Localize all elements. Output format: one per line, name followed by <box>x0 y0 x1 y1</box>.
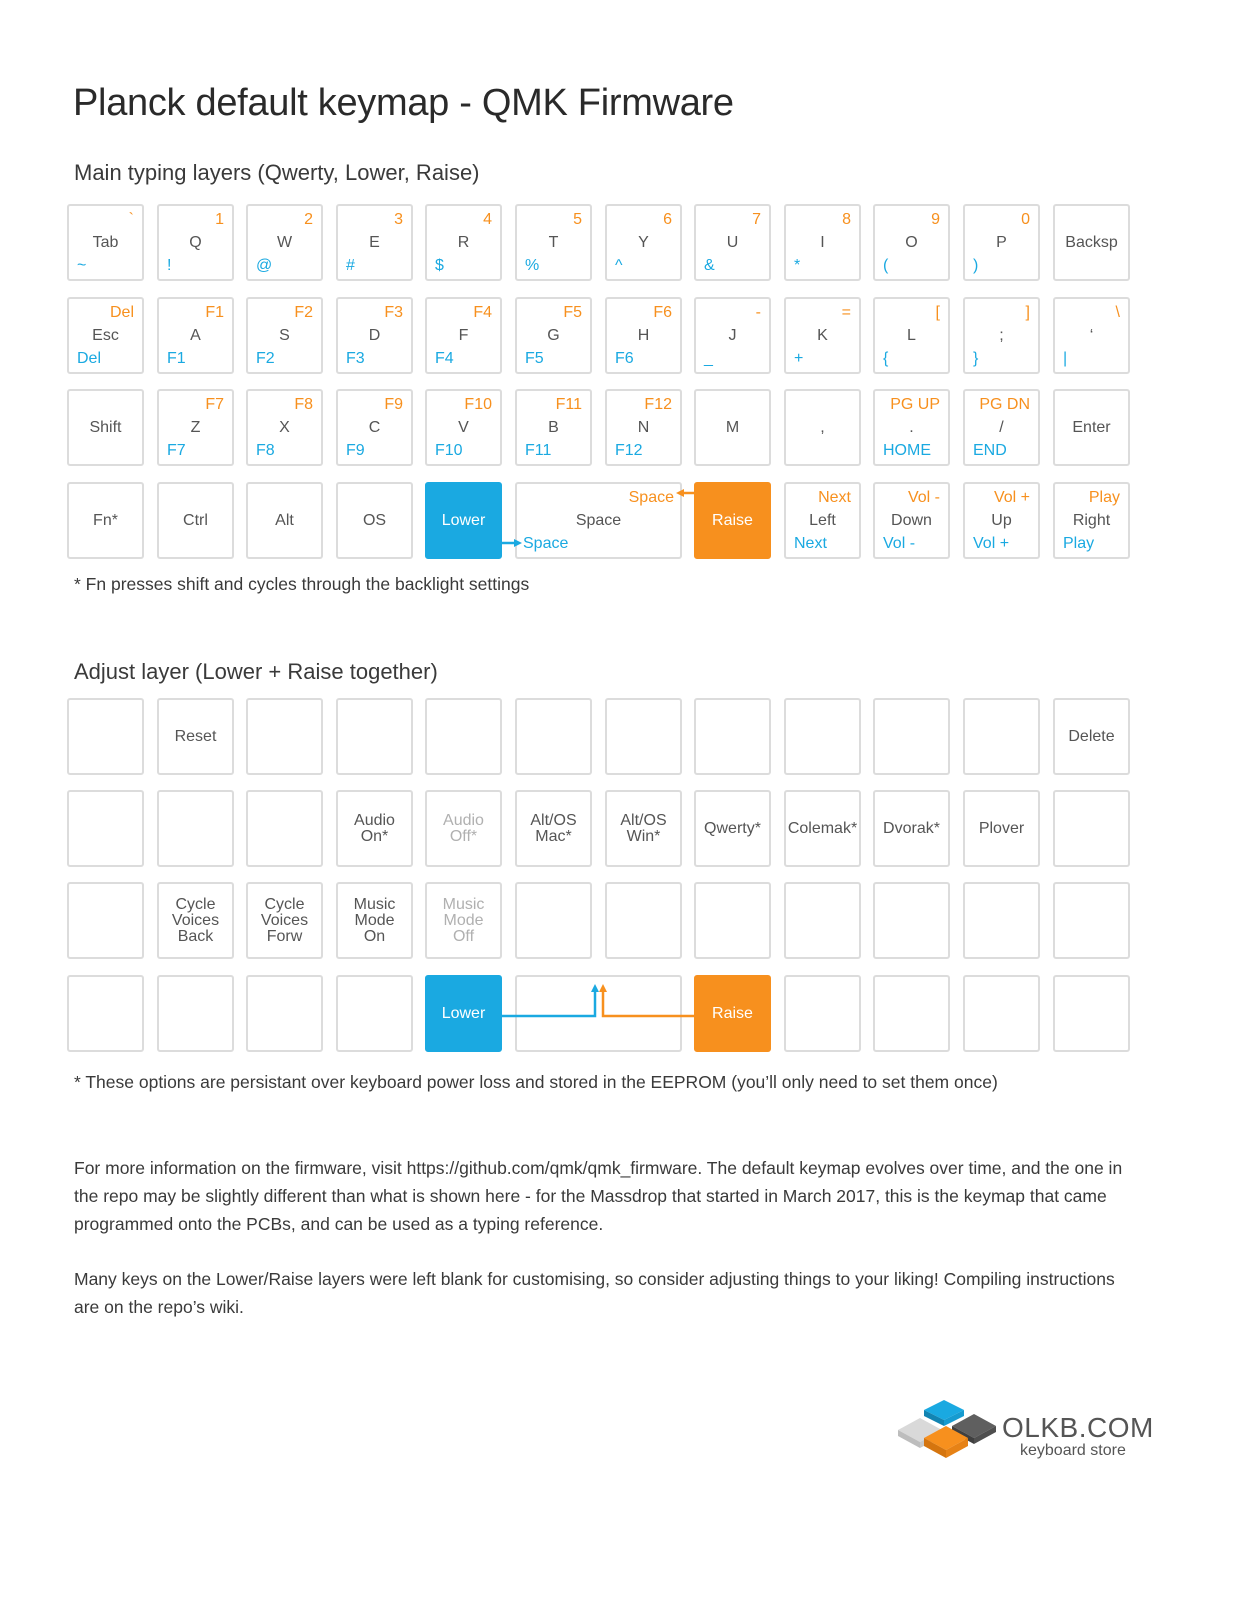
label-line: Alt/OS <box>620 811 667 829</box>
label-line: On <box>363 927 386 945</box>
key-raise-label: 2 <box>304 211 313 228</box>
key-main-label: F <box>458 326 469 344</box>
key-raise-label: F4 <box>473 304 492 321</box>
key-raise-label: 0 <box>1021 211 1030 228</box>
key-main-label: Plover <box>978 819 1025 837</box>
key-main-label: Q <box>189 233 202 251</box>
label-line: Alt/OS <box>530 811 577 829</box>
label-line: On* <box>360 827 389 845</box>
key-lower-label: F8 <box>256 442 275 459</box>
key-lower-label: % <box>525 257 540 274</box>
key-raise-label: F12 <box>644 396 672 413</box>
olkb-logo-text <box>1002 1412 1154 1460</box>
key-lower-label: & <box>704 257 715 274</box>
key-raise-label: 7 <box>752 211 761 228</box>
page-title: Planck default keymap - QMK Firmware <box>73 82 734 124</box>
key-raise-label: Del <box>109 304 134 321</box>
key-main-label: Right <box>1072 511 1111 529</box>
key-lower-label: ! <box>167 257 172 274</box>
key-main-label: K <box>817 326 828 344</box>
key-main-label: Space <box>575 511 622 529</box>
fn-footnote: * Fn presses shift and cycles through the backlight settings <box>74 574 530 594</box>
key-main-label: I <box>820 233 825 251</box>
key-lower-label: F12 <box>615 442 643 459</box>
key-main-label: Lower <box>441 511 486 529</box>
key-raise-label: F8 <box>294 396 313 413</box>
key-main-label: Enter <box>1072 418 1111 436</box>
key-lower-label: HOME <box>883 442 931 459</box>
label-line: Off* <box>449 827 478 845</box>
key-lower-label: Next <box>794 535 827 552</box>
key-main-label: Z <box>190 418 201 436</box>
key-main-label: , <box>820 418 825 436</box>
key-lower-label: } <box>973 350 979 367</box>
key-main-label: Dvorak* <box>883 819 940 837</box>
key-main-label: H <box>637 326 650 344</box>
key-raise-label: PG DN <box>979 396 1030 413</box>
key-main-label: Shift <box>89 418 122 436</box>
key-raise-label: F7 <box>205 396 224 413</box>
label-line: Mac* <box>535 827 572 845</box>
key-raise-label: F1 <box>205 304 224 321</box>
key-lower-label: F5 <box>525 350 544 367</box>
key-raise-label: ` <box>128 211 134 228</box>
key-lower-label: Play <box>1063 535 1095 552</box>
key-raise-label: - <box>755 304 761 321</box>
key-main-label: D <box>368 326 381 344</box>
key-lower-label: * <box>794 257 801 274</box>
key-main-label: Y <box>638 233 649 251</box>
label-line: Music <box>353 895 396 913</box>
raise-adjust-arrow <box>599 984 694 1016</box>
key-main-label: E <box>369 233 380 251</box>
key-main-label: Raise <box>712 511 753 529</box>
key-main-label: Backsp <box>1065 233 1118 251</box>
key-lower-label: F1 <box>167 350 186 367</box>
key-main-label: U <box>726 233 739 251</box>
key-raise-label: Vol + <box>993 489 1030 506</box>
label-line: Cycle <box>175 895 216 913</box>
key-main-label: / <box>999 418 1004 436</box>
key-main-label: Raise <box>712 1004 753 1022</box>
label-line: Music <box>442 895 485 913</box>
key-lower-label: # <box>346 257 355 274</box>
key-main-label: T <box>548 233 559 251</box>
key-lower-label: F9 <box>346 442 365 459</box>
key-raise-label: Space <box>628 489 674 506</box>
key-lower-label: | <box>1063 350 1068 367</box>
eeprom-footnote: * These options are persistant over keyboard power loss and stored in the EEPROM (you’ll only need to set them once) <box>74 1072 998 1092</box>
key-main-label: Left <box>809 511 836 529</box>
key-main-label: W <box>276 233 293 251</box>
key-raise-label: 8 <box>842 211 851 228</box>
label-line: Voices <box>171 911 220 929</box>
label-line: Mode <box>354 911 395 929</box>
key-main-label: G <box>547 326 560 344</box>
key-lower-label: F10 <box>435 442 463 459</box>
key-main-label: V <box>458 418 469 436</box>
key-raise-label: [ <box>935 304 940 321</box>
key-main-label: C <box>368 418 381 436</box>
key-raise-label: 6 <box>663 211 672 228</box>
key-raise-label: F2 <box>294 304 313 321</box>
label-line: Win* <box>626 827 661 845</box>
key-lower-label: _ <box>704 350 713 367</box>
key-raise-label: F11 <box>555 396 582 413</box>
key-raise-label: \ <box>1115 304 1120 321</box>
key-main-label: Reset <box>174 727 217 745</box>
key-raise-label: F6 <box>653 304 672 321</box>
adjust-layer-heading: Adjust layer (Lower + Raise together) <box>74 659 438 684</box>
key-main-label: M <box>725 418 740 436</box>
key-lower-label: F4 <box>435 350 454 367</box>
key-raise-label: F5 <box>563 304 582 321</box>
key-raise-label: F9 <box>384 396 403 413</box>
label-line: Audio <box>354 811 395 829</box>
key-main-label: R <box>457 233 470 251</box>
key-lower-label: F7 <box>167 442 186 459</box>
key-main-label: L <box>907 326 916 344</box>
key-raise-label: PG UP <box>890 396 940 413</box>
key-raise-label: Next <box>818 489 851 506</box>
key-main-label: Alt <box>275 511 294 529</box>
key-main-label: Fn* <box>93 511 118 529</box>
key-lower-label: ^ <box>615 257 623 274</box>
key-main-label: X <box>279 418 290 436</box>
key-raise-label: = <box>841 304 851 321</box>
key-raise-label: Play <box>1088 489 1120 506</box>
key-main-label: P <box>996 233 1007 251</box>
key-lower-label: Del <box>77 350 102 367</box>
lower-adjust-arrow <box>501 984 599 1016</box>
key-main-label: ; <box>999 326 1004 344</box>
key-raise-label: Vol - <box>907 489 940 506</box>
label-line: Back <box>177 927 214 945</box>
olkb-logo-icon <box>898 1400 1002 1464</box>
key-main-label: Down <box>891 511 932 529</box>
key-main-label: . <box>909 418 914 436</box>
key-lower-label: F3 <box>346 350 365 367</box>
key-lower-label: Vol + <box>973 535 1010 552</box>
key-raise-label: 1 <box>215 211 224 228</box>
key-main-label: Lower <box>441 1004 486 1022</box>
key-main-label: Up <box>991 511 1012 529</box>
key-raise-label: 9 <box>931 211 940 228</box>
key-lower-label: ) <box>973 257 979 274</box>
key-raise-label: F3 <box>384 304 403 321</box>
key-main-label: Ctrl <box>183 511 208 529</box>
key-lower-label: ~ <box>77 257 87 274</box>
key-lower-label: F6 <box>615 350 634 367</box>
key-main-label: OS <box>362 511 387 529</box>
key-raise-label: ] <box>1025 304 1030 321</box>
key-lower-label: @ <box>256 257 273 274</box>
key-lower-label: $ <box>435 257 444 274</box>
key-lower-label: ( <box>883 257 889 274</box>
label-line: Forw <box>266 927 303 945</box>
key-main-label: A <box>190 326 201 344</box>
main-layers-heading: Main typing layers (Qwerty, Lower, Raise) <box>74 160 480 185</box>
key-main-label: O <box>905 233 918 251</box>
key-main-label: N <box>637 418 650 436</box>
key-main-label: Delete <box>1068 727 1115 745</box>
key-lower-label: { <box>883 350 889 367</box>
key-raise-label: 3 <box>394 211 403 228</box>
customise-paragraph: Many keys on the Lower/Raise layers were left blank for customising, so consider adjusting things to your liking! Compiling instructions are on the repo’s wiki. <box>74 1269 1115 1317</box>
label-line: Audio <box>443 811 484 829</box>
logo-brand: OLKB.COM <box>1002 1412 1154 1443</box>
key-main-label: Colemak* <box>787 819 858 837</box>
key-lower-label: + <box>794 350 804 367</box>
key-lower-label: F11 <box>525 442 552 459</box>
key-main-label: Tab <box>92 233 119 251</box>
label-line: Voices <box>260 911 309 929</box>
key-lower-label: END <box>973 442 1007 459</box>
key-raise-label: 4 <box>483 211 492 228</box>
key-main-label: B <box>548 418 559 436</box>
label-line: Mode <box>443 911 484 929</box>
key-raise-label: 5 <box>573 211 582 228</box>
key-main-label: Qwerty* <box>704 819 761 837</box>
key-main-label: Esc <box>92 326 119 344</box>
info-paragraph: For more information on the firmware, visit https://github.com/qmk/qmk_firmware. The default keymap evolves over time, and the one in the repo may be slightly different than what is shown here - for the Massdrop that started in March 2017, this is the keymap that came programmed onto the PCBs, and can be used as a typing reference. <box>74 1158 1123 1234</box>
key-raise-label: F10 <box>464 396 492 413</box>
key-lower-label: F2 <box>256 350 275 367</box>
key-main-label: ‘ <box>1089 326 1094 344</box>
key-lower-label: Vol - <box>883 535 916 552</box>
key-main-label: S <box>279 326 290 344</box>
label-line: Cycle <box>264 895 305 913</box>
logo-tagline: keyboard store <box>1020 1442 1126 1459</box>
label-line: Off <box>452 927 475 945</box>
key-lower-label: Space <box>523 535 569 552</box>
key-main-label: J <box>728 326 737 344</box>
